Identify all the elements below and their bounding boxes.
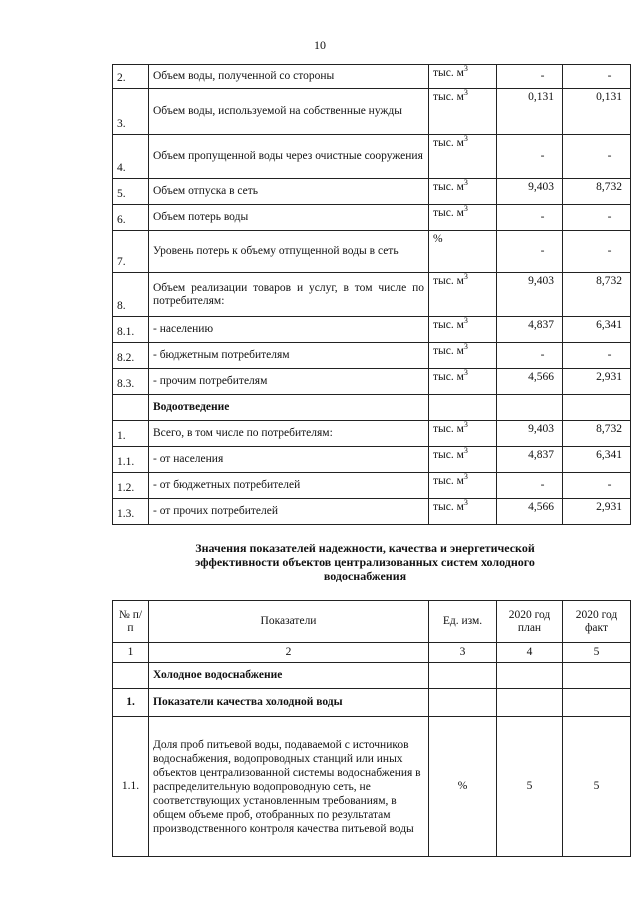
row-num: 7.: [113, 231, 149, 273]
unit-text: тыс. м: [433, 181, 464, 193]
unit-superscript: 3: [463, 134, 468, 144]
row-plan: -: [497, 473, 563, 499]
row-unit: [429, 473, 497, 499]
table-row: [113, 89, 631, 135]
row-name: Объем воды, используемой на собственные нужды: [149, 89, 429, 135]
row-fact: 8,732: [563, 273, 631, 317]
row-fact: 2,931: [563, 499, 631, 525]
row-plan: 9,403: [497, 273, 563, 317]
unit-superscript: 3: [463, 472, 468, 482]
row-fact: [563, 395, 631, 421]
unit-superscript: 3: [463, 498, 468, 508]
row-unit: [429, 343, 497, 369]
row-fact: 0,131: [563, 89, 631, 135]
row-unit: [429, 231, 497, 273]
row-unit: [429, 317, 497, 343]
table-row: [113, 317, 631, 343]
row-plan: [497, 689, 563, 717]
row-name: Холодное водоснабжение: [149, 663, 429, 689]
row-name: - населению: [149, 317, 429, 343]
row-plan: 0,131: [497, 89, 563, 135]
row-unit: [429, 421, 497, 447]
row-unit: [429, 499, 497, 525]
row-fact: -: [563, 343, 631, 369]
row-name: Объем отпуска в сеть: [149, 179, 429, 205]
row-unit: [429, 689, 497, 717]
row-plan: 4,837: [497, 317, 563, 343]
row-fact: 5: [563, 717, 631, 857]
section-title: Значения показателей надежности, качества и энергетической эффективности объектов централизованных систем холодного водоснабжения: [195, 541, 535, 583]
row-name: - от прочих потребителей: [149, 499, 429, 525]
row-name: Объем реализации товаров и услуг, в том числе по потребителям:: [149, 273, 429, 317]
row-plan: -: [497, 343, 563, 369]
unit-superscript: 3: [463, 64, 468, 74]
row-num: 8.2.: [113, 343, 149, 369]
row-name: - бюджетным потребителям: [149, 343, 429, 369]
table-row: [113, 421, 631, 447]
row-num: 1.2.: [113, 473, 149, 499]
unit-superscript: 3: [463, 178, 468, 188]
row-plan: 4,837: [497, 447, 563, 473]
unit-text: тыс. м: [433, 371, 464, 383]
row-name: Объем пропущенной воды через очистные сооружения: [149, 135, 429, 179]
row-num: 1.: [113, 421, 149, 447]
row-num: 1.1.: [113, 717, 149, 857]
table-row: [113, 231, 631, 273]
row-num: 6.: [113, 205, 149, 231]
row-fact: 2,931: [563, 369, 631, 395]
col-number: 2: [149, 643, 429, 663]
row-num: 1.1.: [113, 447, 149, 473]
row-plan: -: [497, 205, 563, 231]
row-fact: -: [563, 65, 631, 89]
row-num: 1.3.: [113, 499, 149, 525]
header-fact: 2020 год факт: [563, 601, 631, 643]
table-row: [113, 447, 631, 473]
row-name: Всего, в том числе по потребителям:: [149, 421, 429, 447]
row-name: - прочим потребителям: [149, 369, 429, 395]
unit-text: тыс. м: [433, 345, 464, 357]
unit-superscript: 3: [463, 272, 468, 282]
indicators-table: [112, 600, 631, 857]
row-unit: [429, 447, 497, 473]
header-plan: 2020 год план: [497, 601, 563, 643]
row-fact: -: [563, 473, 631, 499]
col-number: 5: [563, 643, 631, 663]
row-plan: [497, 395, 563, 421]
row-name: Объем воды, полученной со стороны: [149, 65, 429, 89]
row-plan: 9,403: [497, 421, 563, 447]
unit-text: тыс. м: [433, 475, 464, 487]
row-fact: 8,732: [563, 421, 631, 447]
row-plan: [497, 663, 563, 689]
row-name: Водоотведение: [149, 395, 429, 421]
table-row: [113, 369, 631, 395]
table-row: [113, 473, 631, 499]
row-fact: -: [563, 205, 631, 231]
col-number: 1: [113, 643, 149, 663]
unit-superscript: 3: [463, 204, 468, 214]
row-fact: 6,341: [563, 447, 631, 473]
table-row: [113, 135, 631, 179]
row-plan: -: [497, 65, 563, 89]
table-row: [113, 179, 631, 205]
row-name: Объем потерь воды: [149, 205, 429, 231]
row-unit: [429, 135, 497, 179]
row-num: 8.3.: [113, 369, 149, 395]
unit-text: тыс. м: [433, 275, 464, 287]
row-name: Уровень потерь к объему отпущенной воды в сеть: [149, 231, 429, 273]
col-number: 3: [429, 643, 497, 663]
unit-superscript: 3: [463, 446, 468, 456]
row-num: 2.: [113, 65, 149, 89]
row-unit: [429, 89, 497, 135]
table-row: [113, 395, 631, 421]
row-name: Доля проб питьевой воды, подаваемой с источников водоснабжения, водопроводных станций или иных объектов централизованной системы водоснабжения в распределительную водопроводную сеть, не соответствующих установленным требованиям, в общем объеме проб, отобранных по результатам производственного контроля качества питьевой воды: [149, 717, 429, 857]
row-plan: -: [497, 135, 563, 179]
row-unit: [429, 395, 497, 421]
unit-superscript: 3: [463, 368, 468, 378]
row-plan: 9,403: [497, 179, 563, 205]
row-name: - от бюджетных потребителей: [149, 473, 429, 499]
table-row: [113, 65, 631, 89]
table-row: [113, 205, 631, 231]
header-num: № п/п: [113, 601, 149, 643]
row-unit: [429, 65, 497, 89]
unit-superscript: 3: [463, 342, 468, 352]
header-name: Показатели: [149, 601, 429, 643]
row-num: 3.: [113, 89, 149, 135]
header-unit: Ед. изм.: [429, 601, 497, 643]
row-fact: -: [563, 135, 631, 179]
unit-text: тыс. м: [433, 449, 464, 461]
row-unit: [429, 205, 497, 231]
unit-text: тыс. м: [433, 207, 464, 219]
row-plan: -: [497, 231, 563, 273]
row-num: 4.: [113, 135, 149, 179]
row-plan: 4,566: [497, 499, 563, 525]
row-unit: [429, 273, 497, 317]
row-num: [113, 395, 149, 421]
row-unit: [429, 179, 497, 205]
row-unit: [429, 663, 497, 689]
row-fact: 6,341: [563, 317, 631, 343]
row-fact: [563, 689, 631, 717]
unit-superscript: 3: [463, 88, 468, 98]
row-fact: 8,732: [563, 179, 631, 205]
unit-text: %: [433, 233, 443, 245]
unit-text: тыс. м: [433, 91, 464, 103]
unit-text: тыс. м: [433, 319, 464, 331]
col-number: 4: [497, 643, 563, 663]
unit-superscript: 3: [463, 316, 468, 326]
table-row: [113, 499, 631, 525]
row-num: 1.: [113, 689, 149, 717]
table-row: [113, 343, 631, 369]
row-plan: 4,566: [497, 369, 563, 395]
row-unit: [429, 369, 497, 395]
unit-text: тыс. м: [433, 137, 464, 149]
row-num: 8.1.: [113, 317, 149, 343]
unit-text: тыс. м: [433, 501, 464, 513]
row-plan: 5: [497, 717, 563, 857]
row-num: 5.: [113, 179, 149, 205]
row-unit: %: [429, 717, 497, 857]
water-volume-table: [112, 64, 631, 525]
row-fact: -: [563, 231, 631, 273]
row-num: [113, 663, 149, 689]
unit-text: тыс. м: [433, 423, 464, 435]
row-num: 8.: [113, 273, 149, 317]
page-number: 10: [314, 38, 326, 52]
unit-text: тыс. м: [433, 67, 464, 79]
row-name: Показатели качества холодной воды: [149, 689, 429, 717]
unit-superscript: 3: [463, 420, 468, 430]
table-row: [113, 273, 631, 317]
row-name: - от населения: [149, 447, 429, 473]
row-fact: [563, 663, 631, 689]
